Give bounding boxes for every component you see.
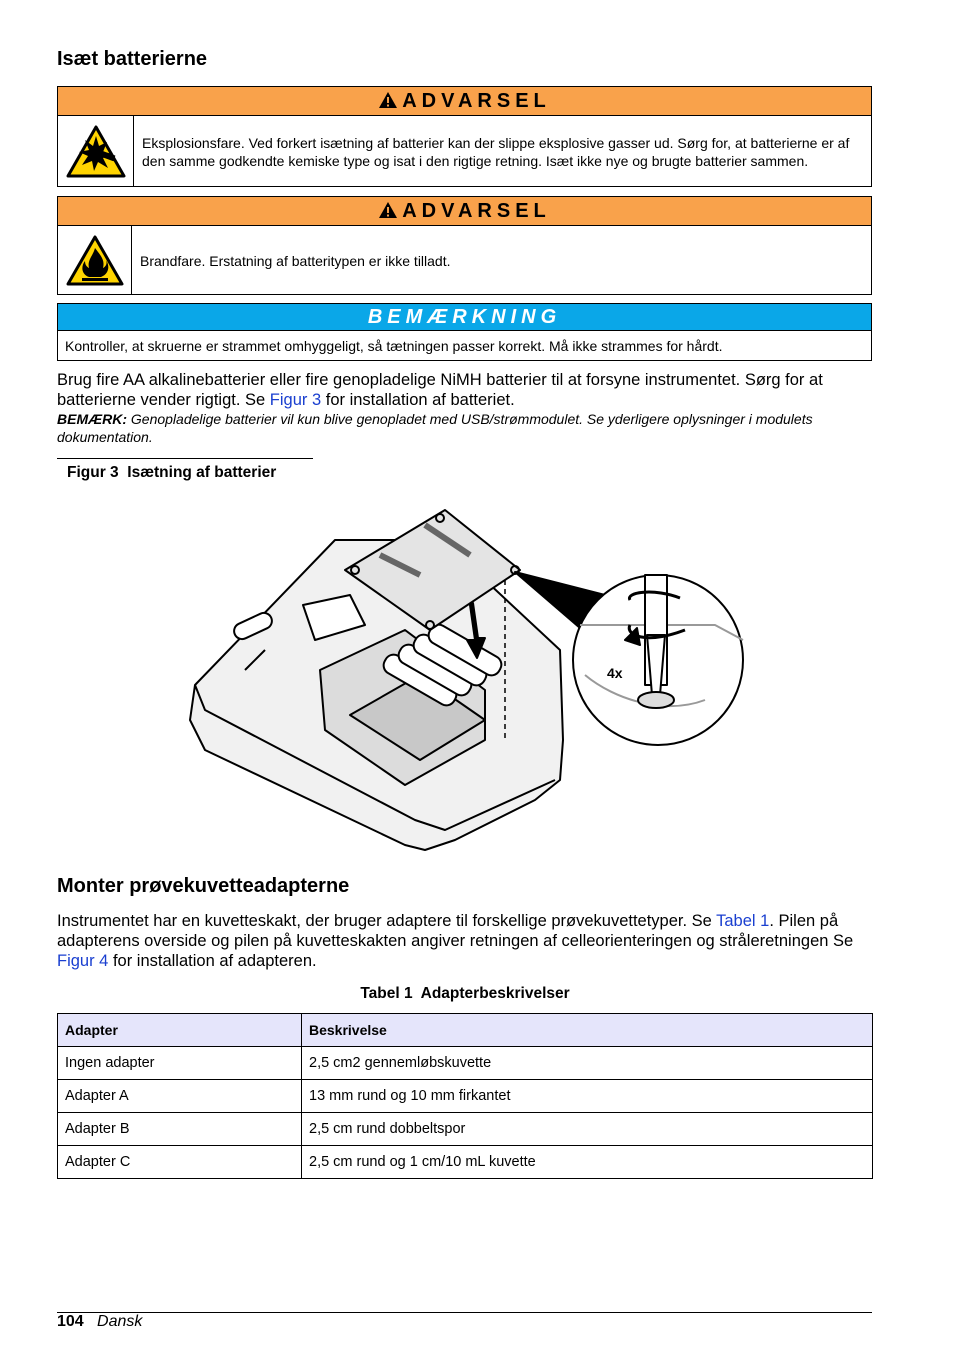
table-header-cell: Adapter — [58, 1014, 302, 1047]
table-cell: 13 mm rund og 10 mm firkantet — [302, 1080, 873, 1113]
figure-3-link[interactable]: Figur 3 — [269, 391, 322, 409]
warning-triangle-icon — [378, 91, 398, 109]
notice-header: BEMÆRKNING — [58, 304, 871, 331]
section-heading-adapters: Monter prøvekuvetteadapterne — [57, 875, 350, 897]
warning-header — [58, 197, 871, 226]
table-cell: 2,5 cm rund dobbeltspor — [302, 1113, 873, 1146]
section-heading-batteries: Isæt batterierne — [57, 48, 208, 70]
adapter-table — [57, 1013, 873, 1179]
table-header-cell: Beskrivelse — [302, 1014, 873, 1047]
footer-rule — [57, 1312, 872, 1313]
figure-caption-rule — [57, 458, 313, 459]
battery-installation-illustration — [185, 500, 750, 855]
warning-text: Eksplosionsfare. Ved forkert isætning af batterier kan der slippe eksplosive gasser ud. Sørg for, at batterierne er af den samme godkendte kemiske type og isat i den rigtige retning. Isæt ikke nye og brugte batterier sammen. — [142, 134, 850, 169]
battery-paragraph: Brug fire AA alkalinebatterier eller fire genopladelige NiMH batterier til at forsyne instrumentet. Sørg for at batterierne vender rigtigt. Se Figur 3 for installation af batteriet. — [57, 371, 823, 409]
warning-box-fire — [57, 196, 872, 295]
figure-3-caption: Figur 3 Isætning af batterier — [67, 464, 277, 481]
warning-header — [58, 87, 871, 116]
footer-language: Dansk — [97, 1313, 143, 1330]
table-row — [58, 1080, 873, 1113]
table-row — [58, 1047, 873, 1080]
table-row — [58, 1113, 873, 1146]
table-1-link[interactable]: Tabel 1 — [716, 912, 770, 930]
battery-note: BEMÆRK: Genopladelige batterier vil kun blive genopladet med USB/strømmodulet. Se yderligere oplysninger i modulets dokumentation. — [57, 411, 813, 445]
fire-hazard-icon — [58, 226, 132, 295]
figure-4-link[interactable]: Figur 4 — [57, 952, 109, 970]
table-cell: Adapter B — [58, 1113, 302, 1146]
notice-box — [57, 303, 872, 361]
table-cell: 2,5 cm rund og 1 cm/10 mL kuvette — [302, 1146, 873, 1179]
warning-label: ADVARSEL — [402, 90, 551, 112]
adapter-paragraph: Instrumentet har en kuvetteskakt, der bruger adaptere til forskellige prøvekuvettetyper. Se Tabel 1. Pilen på adapterens overside og pilen på kuvetteskakten angiver retningen af celleorienteringen og stråleretningen Se Figur 4 for installation af adapteren. — [57, 912, 854, 970]
table-1-caption: Tabel 1 Adapterbeskrivelser — [360, 985, 570, 1002]
warning-box-explosion — [57, 86, 872, 187]
callout-4x-label: 4x — [607, 665, 623, 681]
warning-label: ADVARSEL — [402, 200, 551, 222]
table-cell: Ingen adapter — [58, 1047, 302, 1080]
explosion-hazard-icon — [58, 116, 134, 187]
page-number: 104 — [57, 1313, 84, 1330]
table-cell: Adapter C — [58, 1146, 302, 1179]
page-footer — [57, 1313, 142, 1331]
table-cell: Adapter A — [58, 1080, 302, 1113]
notice-text: Kontroller, at skruerne er strammet omhyggeligt, så tætningen passer korrekt. Må ikke strammes for hårdt. — [65, 338, 723, 354]
warning-text: Brandfare. Erstatning af batteritypen er ikke tilladt. — [140, 252, 451, 269]
warning-triangle-icon — [378, 201, 398, 219]
table-header-row — [58, 1014, 873, 1047]
note-label: BEMÆRK: — [57, 411, 127, 427]
table-row — [58, 1146, 873, 1179]
table-cell: 2,5 cm2 gennemløbskuvette — [302, 1047, 873, 1080]
